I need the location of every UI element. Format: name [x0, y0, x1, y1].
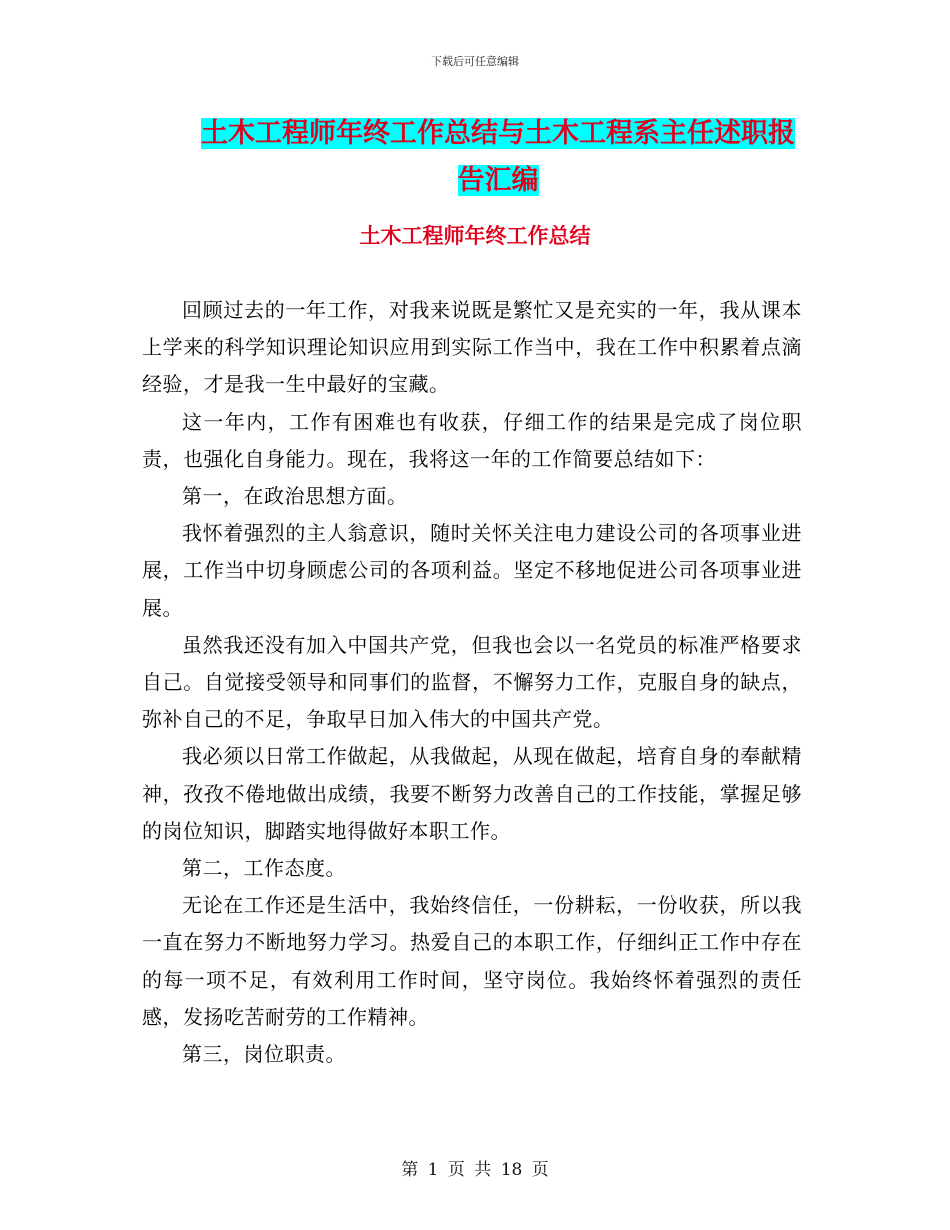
- paragraph: 这一年内，工作有困难也有收获，仔细工作的结果是完成了岗位职责，也强化自身能力。现在，我将这一年的工作简要总结如下：: [142, 409, 802, 471]
- paragraph: 我必须以日常工作做起，从我做起，从现在做起，培育自身的奉献精神，孜孜不倦地做出成绩，我要不断努力改善自己的工作技能，掌握足够的岗位知识，脚踏实地得做好本职工作。: [142, 744, 802, 843]
- document-title-text: 土木工程师年终工作总结与土木工程系主任述职报告汇编: [201, 118, 795, 196]
- paragraph: 第二，工作态度。: [182, 856, 346, 881]
- document-body: [142, 292, 802, 1073]
- paragraph: 我怀着强烈的主人翁意识，随时关怀关注电力建设公司的各项事业进展，工作当中切身顾虑公司的各项利益。坚定不移地促进公司各项事业进展。: [142, 521, 802, 620]
- paragraph: 第三，岗位职责。: [182, 1042, 346, 1067]
- page-number-footer: 第 1 页 共 18 页: [401, 1160, 549, 1180]
- paragraph: 虽然我还没有加入中国共产党，但我也会以一名党员的标准严格要求自己。自觉接受领导和同事们的监督，不懈努力工作，克服自身的缺点，弥补自己的不足，争取早日加入伟大的中国共产党。: [142, 632, 802, 732]
- paragraph: 第一，在政治思想方面。: [182, 484, 408, 509]
- header-note: 下载后可任意编辑: [431, 55, 519, 68]
- paragraph: 回顾过去的一年工作，对我来说既是繁忙又是充实的一年，我从课本上学来的科学知识理论知识应用到实际工作当中，我在工作中积累着点滴经验，才是我一生中最好的宝藏。: [142, 298, 802, 397]
- section-title: 土木工程师年终工作总结: [359, 224, 591, 248]
- paragraph: 无论在工作还是生活中，我始终信任，一份耕耘，一份收获，所以我一直在努力不断地努力学习。热爱自己的本职工作，仔细纠正工作中存在的每一项不足，有效利用工作时间，坚守岗位。我始终怀着强烈的责任感，发扬吃苦耐劳的工作精神。: [142, 893, 802, 1029]
- document-title: [188, 110, 808, 204]
